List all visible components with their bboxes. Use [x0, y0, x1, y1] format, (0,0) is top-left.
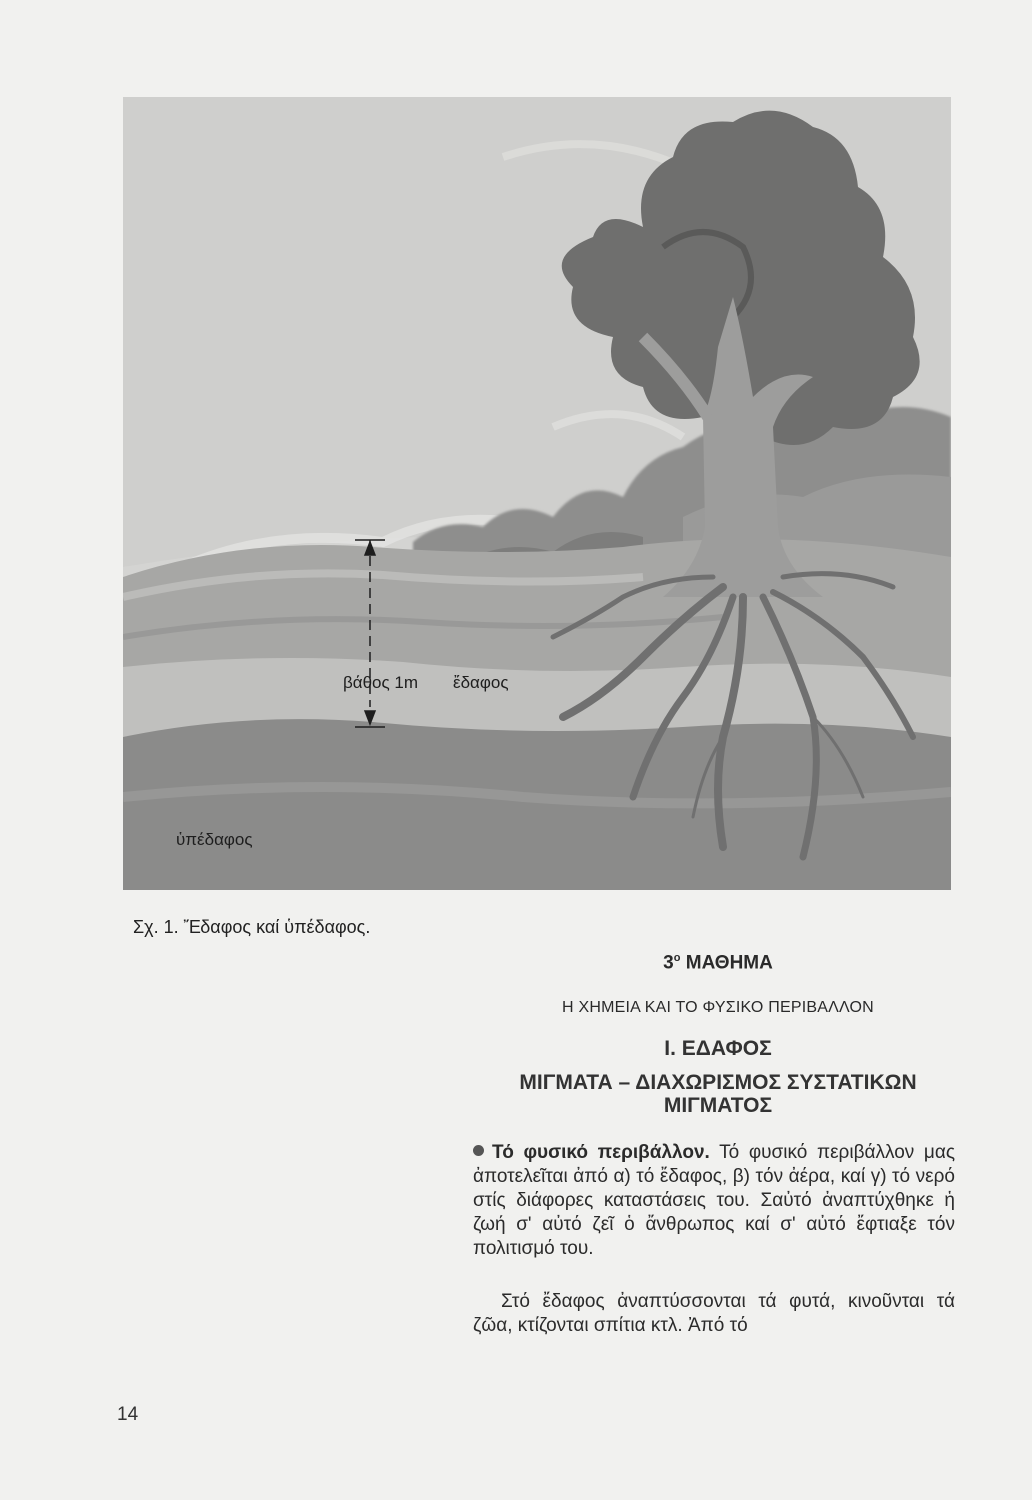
lesson-number: 3	[663, 952, 674, 974]
soil-illustration	[123, 97, 951, 890]
section-heading: Ι. ΕΔΑΦΟΣ	[664, 1037, 772, 1060]
page-number: 14	[117, 1404, 139, 1425]
paragraph-2: Στό ἔδαφος ἀναπτύσσονται τά φυτά, κινοῦνται τά ζῶα, κτίζονται σπίτια κτλ. Ἀπό τό	[473, 1291, 955, 1336]
section-subheading: ΜΙΓΜΑΤΑ – ΔΙΑΧΩΡΙΣΜΟΣ ΣΥΣΤΑΤΙΚΩΝ ΜΙΓΜΑΤΟΣ	[519, 1071, 917, 1117]
paragraph-1-text: Τό φυσικό περιβάλλον μας ἀποτελεῖται ἀπό α) τό ἔδαφος, β) τόν ἀέρα, καί γ) τό νερό στίς διάφορες καταστάσεις του. Σαὐτό ἀναπτύχθηκε ἡ ζωή σ' αὐτό ζεῖ ὁ ἄνθρωπος καί σ' αὐτό ἔφτιαξε τόν πολιτισμό του.	[473, 1142, 955, 1259]
lesson-ordinal: ο	[673, 952, 681, 964]
bullet-dot-icon	[473, 1145, 484, 1156]
paragraph-1-lead: Τό φυσικό περιβάλλον.	[492, 1142, 710, 1163]
subject-heading: Η ΧΗΜΕΙΑ ΚΑΙ ΤΟ ΦΥΣΙΚΟ ΠΕΡΙΒΑΛΛΟΝ	[562, 999, 874, 1016]
figure-caption: Σχ. 1. Ἔδαφος καί ὑπέδαφος.	[133, 917, 371, 937]
soil-illustration-drawing	[123, 97, 951, 890]
soil-label: ἔδαφος	[453, 673, 509, 692]
lesson-heading	[488, 952, 948, 974]
paragraph-1	[473, 1141, 955, 1261]
lesson-word: ΜΑΘΗΜΑ	[685, 952, 773, 974]
subsoil-label: ὑπέδαφος	[176, 830, 253, 849]
depth-label: βάθος 1m	[343, 673, 419, 692]
